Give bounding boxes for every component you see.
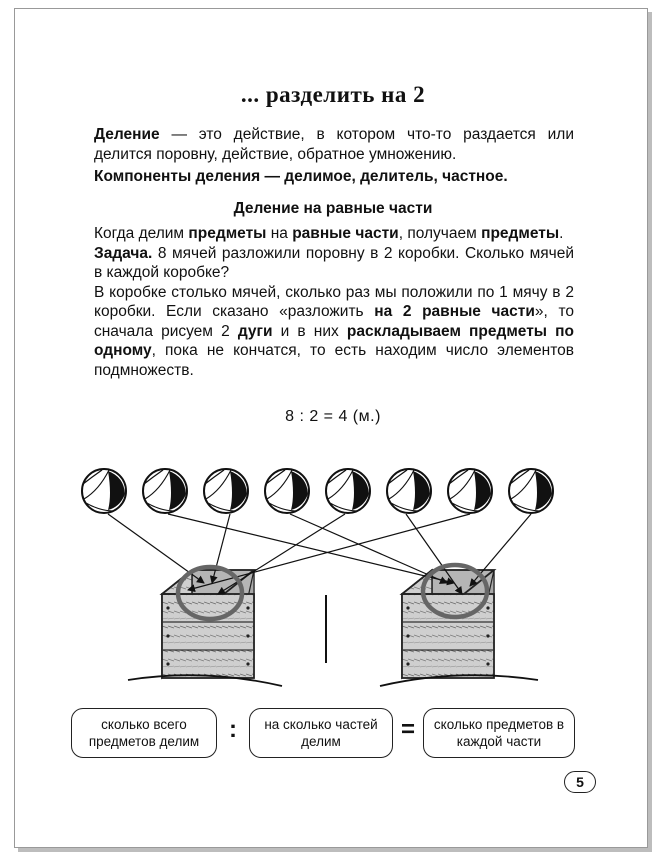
ball-icon [326,469,370,513]
ball-icon [82,469,126,513]
definition-term: Деление [94,126,160,143]
division-formula: 8 : 2 = 4 (м.) [285,408,381,425]
ball-icon [387,469,431,513]
ball-icon [204,469,248,513]
equals-sign: = [401,716,416,743]
quotient-box: сколько предметов в каждой части [423,708,575,758]
section-subtitle: Деление на равные части [233,200,433,217]
balls-row [82,469,553,513]
explanation-paragraph: В коробке столько мячей, сколько раз мы положили по 1 мячу в 2 коробки. Если сказано «разложить на 2 равные части», то сначала рисуем 2 дуги и в них раскладываем предметы по одному, пока не кончатся, то есть находим число элементов подмножеств. [94,283,575,379]
page-number: 5 [564,771,596,793]
ball-icon [265,469,309,513]
task-text: 8 мячей разложили поровну в 2 коробки. Сколько мячей в каждой коробке? [94,244,574,281]
divisor-box: на сколько частей делим [249,708,393,758]
page-title: ... разделить на 2 [240,82,426,107]
components-text: Компоненты деления — делимое, делитель, частное. [94,168,508,185]
definition-text: — это действие, в котором что-то раздается или делится поровну, действие, обратное умножению. [94,126,574,163]
dividend-box: сколько всего предметов делим [71,708,217,758]
ball-icon [509,469,553,513]
right-crate-icon [402,570,494,678]
intro-paragraph: Когда делим предметы на равные части, получаем предметы. [94,225,564,242]
ball-icon [448,469,492,513]
task-label: Задача. [94,244,153,262]
ball-icon [143,469,187,513]
divide-sign: : [229,716,237,743]
